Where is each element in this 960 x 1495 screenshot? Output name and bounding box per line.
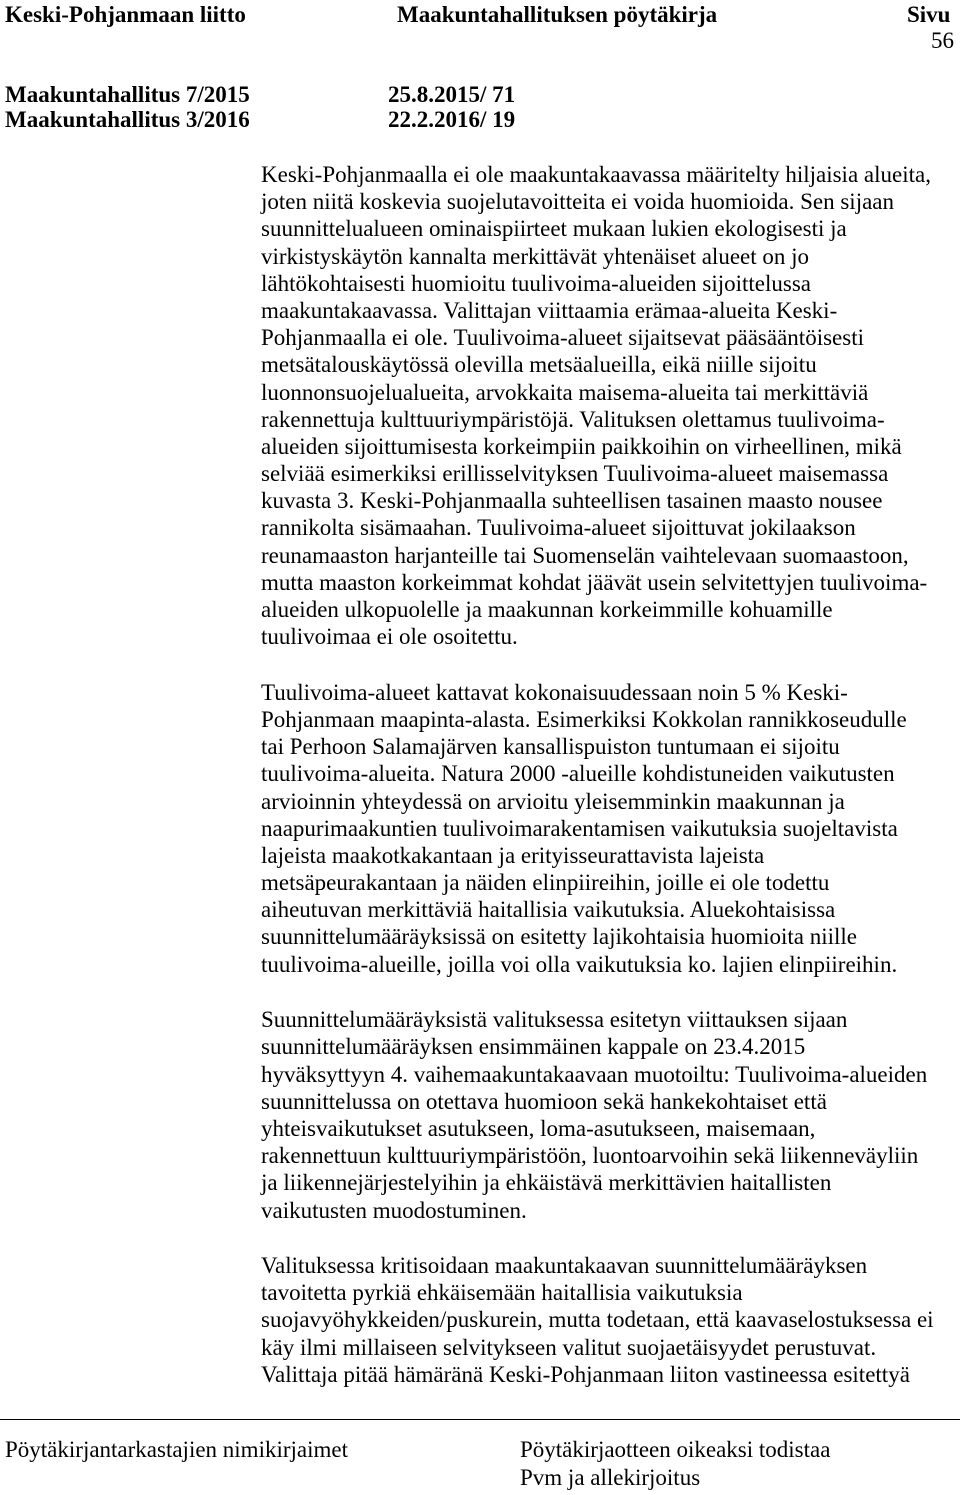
text-line: Pohjanmaalla ei ole. Tuulivoima-alueet sijaitsevat pääsääntöisesti [261, 325, 864, 351]
text-line: suojavyöhykkeiden/puskurein, mutta todetaan, että kaavaselostuksessa ei [261, 1307, 934, 1333]
meeting-body: Maakuntahallitus 7/2015 [5, 82, 250, 107]
text-line: ja liikennejärjestelyihin ja ehkäistävä merkittävien haitallisten [261, 1170, 832, 1196]
text-line: selviää esimerkiksi erillisselvityksen Tuulivoima-alueet maisemassa [261, 461, 889, 487]
meeting-row [0, 82, 960, 108]
text-line: suunnittelualueen ominaispiirteet mukaan lukien ekologisesti ja [261, 216, 847, 242]
meeting-body: Maakuntahallitus 3/2016 [5, 107, 250, 132]
text-line: aiheutuvan merkittäviä haitallisia vaikutuksia. Aluekohtaisissa [261, 897, 836, 923]
text-line: kuvasta 3. Keski-Pohjanmaalla suhteellisen tasainen maasto nousee [261, 488, 883, 514]
text-line: alueiden sijoittumisesta korkeimpiin paikkoihin on virheellinen, mikä [261, 433, 902, 459]
meeting-reference: 22.2.2016/ 19 [388, 107, 516, 132]
paragraph [261, 1006, 956, 1224]
text-line: Tuulivoima-alueet kattavat kokonaisuudessaan noin 5 % Keski- [261, 679, 848, 705]
text-line: metsätalouskäytössä olevilla metsäalueilla, eikä niille sijoitu [261, 352, 817, 378]
body-text [261, 161, 956, 1388]
text-line: luonnonsuojelualueita, arvokkaita maisema-alueita tai merkittäviä [261, 379, 869, 405]
text-line: rakennettuja kulttuuriympäristöjä. Valituksen olettamus tuulivoima- [261, 406, 885, 432]
text-line: naapurimaakuntien tuulivoimarakentamisen vaikutuksia suojeltavista [261, 815, 898, 841]
text-line: virkistyskäytön kannalta merkittävät yhtenäiset alueet on jo [261, 243, 810, 269]
text-line: rakennettuun kulttuuriympäristöön, luontoarvoihin sekä liikenneväyliin [261, 1143, 919, 1169]
paragraph [261, 679, 956, 978]
text-line: tuulivoima-alueita. Natura 2000 -alueille kohdistuneiden vaikutusten [261, 761, 895, 787]
paragraph [261, 161, 956, 650]
text-line: Pohjanmaan maapinta-alasta. Esimerkiksi Kokkolan rannikkoseudulle [261, 706, 907, 732]
text-line: tavoitetta pyrkiä ehkäisemään haitallisia vaikutuksia [261, 1280, 743, 1306]
text-line: arvioinnin yhteydessä on arvioitu yleisemminkin maakunnan ja [261, 788, 845, 814]
text-line: metsäpeurakantaan ja näiden elinpiireihin, joille ei ole todettu [261, 870, 830, 896]
text-line: hyväksyttyyn 4. vaihemaakuntakaavaan muotoiltu: Tuulivoima-alueiden [261, 1061, 928, 1087]
text-line: vaikutusten muodostuminen. [261, 1197, 527, 1223]
text-line: käy ilmi millaiseen selvitykseen valitut suojaetäisyydet perustuvat. [261, 1334, 877, 1360]
text-line: suunnittelumääräyksen ensimmäinen kappale on 23.4.2015 [261, 1034, 806, 1060]
page-number: 56 [931, 28, 954, 53]
text-line: joten niitä koskevia suojelutavoitteita ei voida huomioida. Sen sijaan [261, 189, 895, 215]
text-line: tuulivoimaa ei ole osoitettu. [261, 624, 518, 650]
text-line: yhteisvaikutukset asutukseen, loma-asutukseen, maisemaan, [261, 1115, 816, 1141]
organization-name: Keski-Pohjanmaan liitto [5, 2, 246, 27]
text-line: mutta maaston korkeimmat kohdat jäävät usein selvitettyjen tuulivoima- [261, 569, 928, 595]
text-line: Valituksessa kritisoidaan maakuntakaavan suunnittelumääräyksen [261, 1253, 868, 1279]
text-line: rannikolta sisämaahan. Tuulivoima-alueet sijoittuvat jokilaakson [261, 515, 856, 541]
text-line: lähtökohtaisesti huomioitu tuulivoima-alueiden sijoittelussa [261, 270, 812, 296]
text-line: reunamaaston harjanteille tai Suomenselän vaihtelevaan suomaastoon, [261, 542, 909, 568]
paragraph [261, 1252, 956, 1388]
text-line: Suunnittelumääräyksistä valituksessa esitetyn viittauksen sijaan [261, 1007, 848, 1033]
footer-signature-label: Pvm ja allekirjoitus [520, 1465, 701, 1490]
text-line: suunnittelussa on otettava huomioon sekä hankekohtaiset että [261, 1088, 827, 1114]
meeting-reference: 25.8.2015/ 71 [388, 82, 516, 107]
text-line: suunnittelumääräyksissä on esitetty lajikohtaisia huomioita niille [261, 924, 857, 950]
text-line: lajeista maakotkakantaan ja erityisseurattavista lajeista [261, 842, 765, 868]
text-line: tuulivoima-alueille, joilla voi olla vaikutuksia ko. lajien elinpiireihin. [261, 951, 898, 977]
footer-divider [0, 1419, 960, 1420]
text-line: tai Perhoon Salamajärven kansallispuiston tuntumaan ei sijoitu [261, 734, 840, 760]
text-line: Keski-Pohjanmaalla ei ole maakuntakaavassa määritelty hiljaisia alueita, [261, 162, 931, 187]
footer-initials-label: Pöytäkirjantarkastajien nimikirjaimet [5, 1437, 348, 1462]
text-line: alueiden ulkopuolelle ja maakunnan korkeimmille kohuamille [261, 597, 833, 622]
text-line: Valittaja pitää hämäränä Keski-Pohjanmaan liiton vastineessa esitettyä [261, 1361, 910, 1387]
text-line: maakuntakaavassa. Valittajan viittaamia erämaa-alueita Keski- [261, 297, 838, 323]
document-title: Maakuntahallituksen pöytäkirja [397, 2, 718, 27]
footer-certification-label: Pöytäkirjaotteen oikeaksi todistaa [520, 1437, 831, 1462]
meeting-row [0, 107, 960, 133]
page-label: Sivu [907, 2, 951, 27]
